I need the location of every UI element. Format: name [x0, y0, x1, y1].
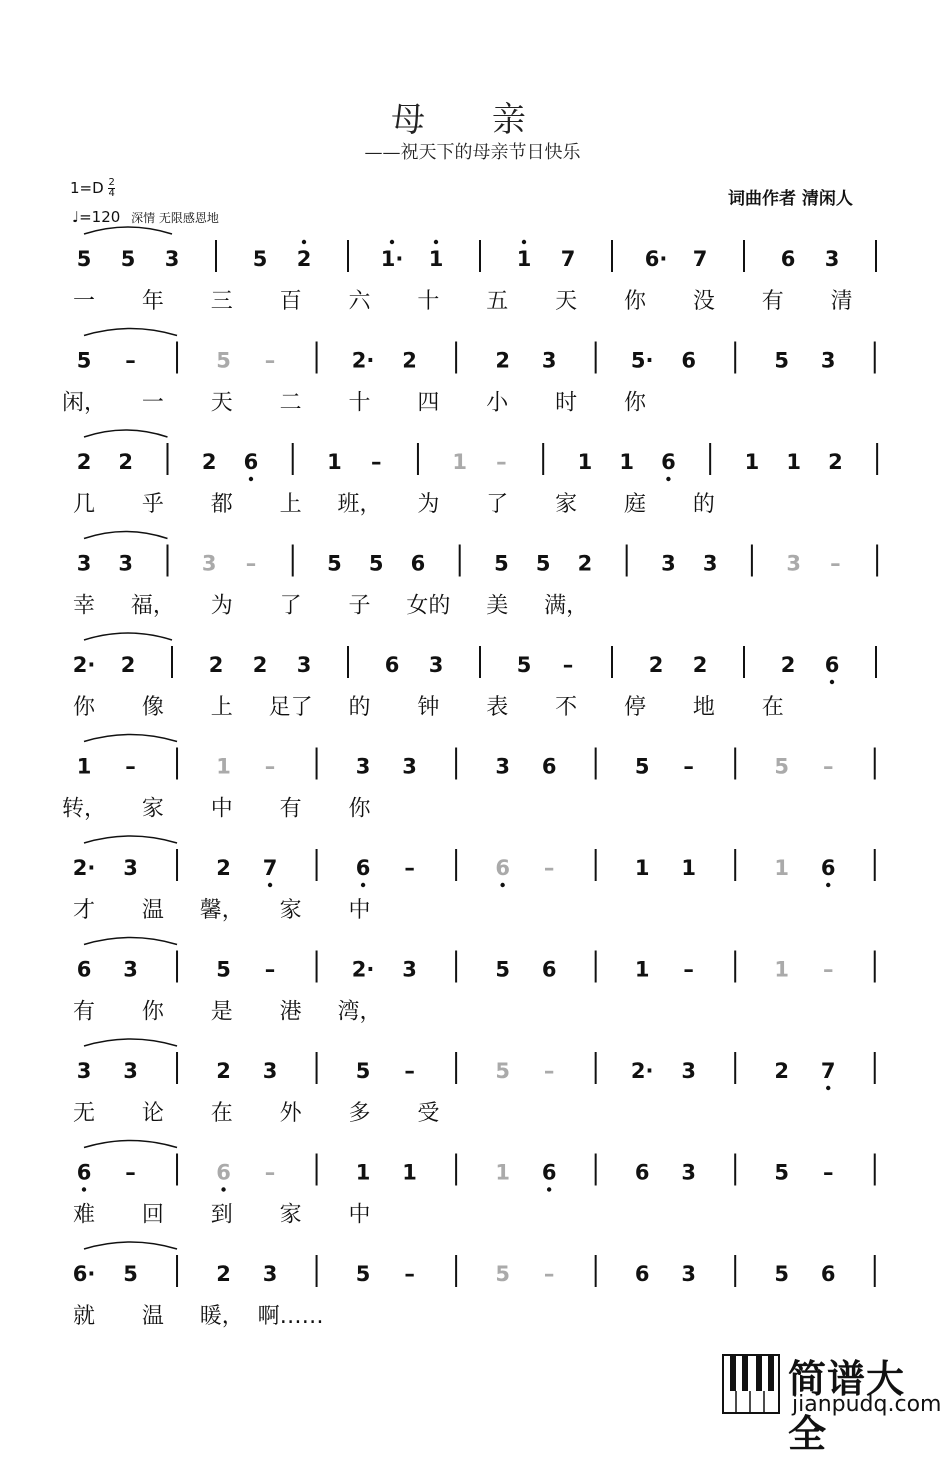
note: 5: [355, 1059, 371, 1083]
lyric-char: 有: [279, 796, 302, 822]
note: 7: [692, 247, 708, 271]
note: 5: [216, 957, 231, 982]
slur: [84, 532, 167, 539]
lyric-char: 为: [417, 492, 440, 517]
lyric-char: 班，: [337, 492, 382, 517]
note: –: [264, 1160, 276, 1185]
note: 3: [681, 1262, 696, 1286]
site-logo: [722, 1348, 942, 1456]
low-octave-dot: [82, 1187, 86, 1191]
note: 2·: [351, 957, 375, 982]
note: 6: [410, 551, 426, 576]
note: –: [125, 1160, 136, 1185]
note: 5: [252, 247, 268, 271]
lyric-char: 满，: [544, 593, 589, 619]
time-bottom: 4: [108, 188, 115, 199]
page-title: 母 亲: [391, 100, 554, 140]
note: 3: [118, 551, 134, 576]
note: 5: [774, 348, 790, 373]
note: –: [264, 957, 276, 982]
note: 2: [216, 856, 231, 880]
note: 1: [744, 450, 760, 474]
high-octave-dot: [302, 240, 306, 244]
lyric-char: 了: [486, 492, 509, 517]
expression-text: 深情 无限感恩地: [131, 211, 219, 225]
logo-name: 简谱大全: [788, 1357, 906, 1456]
composer-credit: 词曲作者 清闲人: [728, 189, 853, 209]
lyric-char: 十: [348, 390, 371, 416]
note: 3: [820, 348, 836, 373]
note: 5: [535, 551, 551, 576]
note: 1: [516, 247, 532, 271]
note: –: [404, 1262, 415, 1286]
note: 3: [164, 247, 180, 271]
note: –: [822, 1160, 834, 1185]
note: –: [830, 551, 841, 576]
lyric-char: 十: [417, 289, 440, 314]
low-octave-dot: [249, 477, 253, 481]
note: 1: [402, 1160, 417, 1185]
lyric-char: 上: [279, 492, 302, 517]
lyric-char: 暖，: [199, 1304, 244, 1329]
lyric-char: 表: [486, 695, 509, 720]
note: 6: [355, 856, 371, 880]
lyric-char: 论: [141, 1101, 164, 1126]
lyric-char: 庭: [624, 492, 647, 517]
note: –: [822, 754, 834, 779]
note: 6: [780, 247, 796, 271]
lyric-char: 天: [555, 289, 578, 314]
lyric-char: 幸: [72, 593, 96, 619]
note: 5: [774, 754, 790, 779]
lyric-char: 无: [72, 1101, 96, 1126]
quarter-note-icon: ♩: [72, 208, 80, 226]
note: 5: [123, 1262, 138, 1286]
note: 6: [76, 957, 92, 982]
key-text: 1=D: [70, 179, 104, 197]
note: 5: [120, 247, 136, 271]
note: 5: [495, 1262, 510, 1286]
note: 3: [76, 551, 92, 576]
note: 1: [681, 856, 696, 880]
lyric-char: 港: [279, 999, 302, 1025]
lyric-char: 你: [72, 695, 96, 720]
slur: [84, 633, 172, 640]
note: 7: [560, 247, 576, 271]
lyric-char: 二: [279, 390, 302, 416]
note: 7: [820, 1059, 836, 1083]
note: 1: [634, 856, 650, 880]
slur: [84, 735, 177, 742]
note: –: [245, 551, 257, 576]
time-top: 2: [108, 177, 115, 188]
note: 2·: [351, 348, 375, 373]
note: 3: [824, 247, 840, 271]
note: 2: [774, 1059, 790, 1083]
note: 2: [118, 450, 134, 474]
lyric-char: 都: [210, 492, 233, 517]
note: 1: [577, 450, 593, 474]
note: 6: [76, 1160, 92, 1185]
lyric-char: 温: [141, 898, 164, 923]
tempo-value: =120: [79, 208, 121, 226]
note: 6·: [644, 247, 668, 271]
note: 6: [243, 450, 259, 474]
lyric-char: 为: [210, 593, 233, 619]
note: 1: [355, 1160, 371, 1185]
note: 6: [820, 1262, 836, 1286]
note: 3: [786, 551, 801, 576]
note: 2: [648, 653, 664, 677]
lyric-char: 馨，: [199, 898, 244, 923]
lyric-char: 啊……: [257, 1304, 324, 1329]
note: 3: [402, 957, 417, 982]
note: 3: [123, 856, 138, 880]
lyric-char: 多: [348, 1101, 371, 1126]
note: 6: [216, 1160, 231, 1185]
note: 2: [120, 653, 136, 677]
lyric-char: 像: [141, 695, 164, 720]
lyric-char: 受: [417, 1101, 440, 1126]
note: 5: [634, 754, 650, 779]
lyric-char: 三: [210, 289, 233, 314]
lyric-char: 有: [72, 999, 96, 1025]
lyric-char: 美: [486, 593, 509, 619]
note: –: [543, 1262, 555, 1286]
slur: [84, 1141, 177, 1148]
note: 5: [368, 551, 384, 576]
note: 3: [702, 551, 718, 576]
note: 5: [495, 957, 510, 982]
lyric-char: 湾，: [337, 999, 382, 1025]
note: 1: [495, 1160, 510, 1185]
note: 1: [619, 450, 634, 474]
note: 3: [681, 1160, 696, 1185]
note: 3: [76, 1059, 92, 1083]
low-octave-dot: [268, 883, 272, 887]
note: 6: [634, 1160, 650, 1185]
lyric-char: 你: [141, 999, 164, 1025]
note: 6: [681, 348, 696, 373]
lyric-char: 你: [624, 390, 647, 416]
note: –: [125, 754, 136, 779]
note: –: [404, 856, 415, 880]
note: 6: [541, 957, 557, 982]
slur: [84, 430, 167, 437]
lyric-char: 几: [72, 492, 96, 517]
note: 5: [774, 1262, 790, 1286]
lyric-char: 一: [141, 390, 164, 416]
lyric-char: 中: [348, 1202, 371, 1228]
slur: [84, 1242, 177, 1249]
lyric-char: 年: [141, 289, 164, 314]
lyric-char: 五: [486, 289, 509, 314]
note: –: [543, 1059, 555, 1083]
note: 2: [216, 1059, 231, 1083]
lyric-char: 转，: [61, 796, 107, 822]
lyric-char: 到: [210, 1202, 233, 1228]
note: –: [822, 957, 834, 982]
lyric-char: 百: [279, 289, 302, 314]
low-octave-dot: [830, 680, 834, 684]
note: 5: [216, 348, 231, 373]
lyric-char: 上: [210, 695, 233, 720]
note: 3: [495, 754, 510, 779]
high-octave-dot: [522, 240, 526, 244]
note: 5: [76, 348, 92, 373]
note: 2: [76, 450, 92, 474]
lyric-char: 乎: [141, 492, 164, 517]
note: 1: [327, 450, 342, 474]
low-octave-dot: [500, 883, 504, 887]
note: 2: [495, 348, 510, 373]
lyric-char: 在: [761, 695, 784, 720]
lyric-char: 天: [210, 390, 233, 416]
lyric-char: 家: [555, 492, 578, 517]
lyric-char: 家: [279, 898, 302, 923]
slur: [84, 1039, 177, 1046]
note: 2·: [630, 1059, 654, 1083]
note: 5: [355, 1262, 371, 1286]
note: 1·: [380, 247, 404, 271]
note: –: [683, 957, 694, 982]
logo-url: jianpudq.com: [792, 1392, 942, 1417]
note: 1: [774, 856, 790, 880]
lyric-char: 小: [486, 390, 509, 416]
note: 2: [296, 247, 312, 271]
note: 1: [76, 754, 92, 779]
lyric-char: 时: [555, 390, 578, 416]
lyric-char: 足了: [268, 695, 313, 720]
slur: [84, 836, 177, 843]
note: 2: [208, 653, 224, 677]
note: 2: [577, 551, 593, 576]
note: 2: [828, 450, 843, 474]
lyric-char: 四: [417, 390, 440, 416]
note: 3: [201, 551, 217, 576]
note: 3: [123, 957, 138, 982]
note: 3: [262, 1059, 278, 1083]
note: 2: [216, 1262, 231, 1286]
lyric-char: 的: [348, 695, 371, 720]
note: 6: [495, 856, 510, 880]
note: 2: [201, 450, 217, 474]
note: 6: [634, 1262, 650, 1286]
lyric-char: 了: [279, 593, 302, 619]
note: 1: [452, 450, 468, 474]
note: 5: [494, 551, 509, 576]
note: 2: [780, 653, 796, 677]
high-octave-dot: [390, 240, 394, 244]
lyric-char: 钟: [417, 695, 440, 720]
lyric-char: 福，: [130, 593, 175, 619]
note: 1: [216, 754, 231, 779]
note: 6: [820, 856, 836, 880]
lyric-char: 你: [348, 796, 371, 822]
lyric-char: 外: [279, 1101, 302, 1126]
lyric-char: 难: [72, 1202, 96, 1228]
note: –: [562, 653, 574, 677]
note: 7: [262, 856, 278, 880]
lyric-char: 子: [348, 593, 371, 619]
note: 1: [786, 450, 801, 474]
lyric-char: 有: [761, 289, 784, 314]
note: –: [683, 754, 694, 779]
low-octave-dot: [666, 477, 670, 481]
note: 6: [541, 754, 557, 779]
lyric-char: 不: [555, 695, 578, 720]
note: 3: [355, 754, 371, 779]
lyric-char: 家: [141, 796, 164, 822]
slur: [84, 227, 172, 234]
lyric-char: 没: [692, 289, 715, 314]
slur: [84, 329, 177, 336]
note: –: [543, 856, 555, 880]
page-subtitle: ——祝天下的母亲节日快乐: [364, 142, 581, 163]
note: –: [125, 348, 136, 373]
lyric-char: 女的: [406, 593, 451, 619]
note: 6·: [72, 1262, 96, 1286]
note: 3: [262, 1262, 278, 1286]
low-octave-dot: [221, 1187, 225, 1191]
lyric-char: 在: [210, 1101, 233, 1126]
lyric-char: 你: [624, 289, 647, 314]
lyric-char: 六: [348, 289, 371, 314]
lyric-char: 回: [141, 1202, 164, 1228]
piano-keys-icon: [722, 1354, 780, 1414]
note: 2·: [72, 653, 96, 677]
lyric-char: 停: [624, 695, 647, 720]
note: 3: [681, 1059, 696, 1083]
note: 5: [495, 1059, 510, 1083]
note: 1: [428, 247, 444, 271]
low-octave-dot: [826, 883, 830, 887]
note: –: [264, 754, 276, 779]
note: 3: [123, 1059, 138, 1083]
low-octave-dot: [826, 1086, 830, 1090]
note: –: [264, 348, 276, 373]
lyric-char: 温: [141, 1304, 164, 1329]
note: 2: [692, 653, 708, 677]
slur: [84, 938, 177, 945]
note: 5: [774, 1160, 790, 1185]
low-octave-dot: [361, 883, 365, 887]
note: 6: [384, 653, 400, 677]
note: 1: [774, 957, 790, 982]
note: –: [370, 450, 382, 474]
lyric-char: 家: [279, 1202, 302, 1228]
note: –: [404, 1059, 415, 1083]
note: –: [496, 450, 507, 474]
lyric-char: 一: [72, 289, 96, 314]
lyric-char: 闲，: [61, 390, 107, 416]
note: 3: [428, 653, 444, 677]
note: 6: [824, 653, 840, 677]
lyric-char: 的: [692, 492, 715, 517]
note: 1: [634, 957, 650, 982]
note: 3: [402, 754, 417, 779]
lyric-char: 中: [210, 796, 233, 822]
lyric-char: 才: [72, 898, 96, 923]
note: 6: [661, 450, 676, 474]
lyric-char: 是: [210, 999, 233, 1025]
low-octave-dot: [547, 1187, 551, 1191]
note: 3: [541, 348, 557, 373]
note: 2: [402, 348, 417, 373]
note: 5: [327, 551, 342, 576]
lyric-char: 地: [692, 695, 715, 720]
note: 5: [76, 247, 92, 271]
note: 3: [296, 653, 312, 677]
high-octave-dot: [434, 240, 438, 244]
lyric-char: 就: [72, 1304, 96, 1329]
note: 2: [252, 653, 268, 677]
note: 2·: [72, 856, 96, 880]
lyric-char: 中: [348, 898, 371, 923]
note: 3: [661, 551, 676, 576]
lyric-char: 清: [830, 289, 853, 314]
note: 6: [541, 1160, 557, 1185]
note: 5: [516, 653, 532, 677]
note: 5·: [630, 348, 654, 373]
